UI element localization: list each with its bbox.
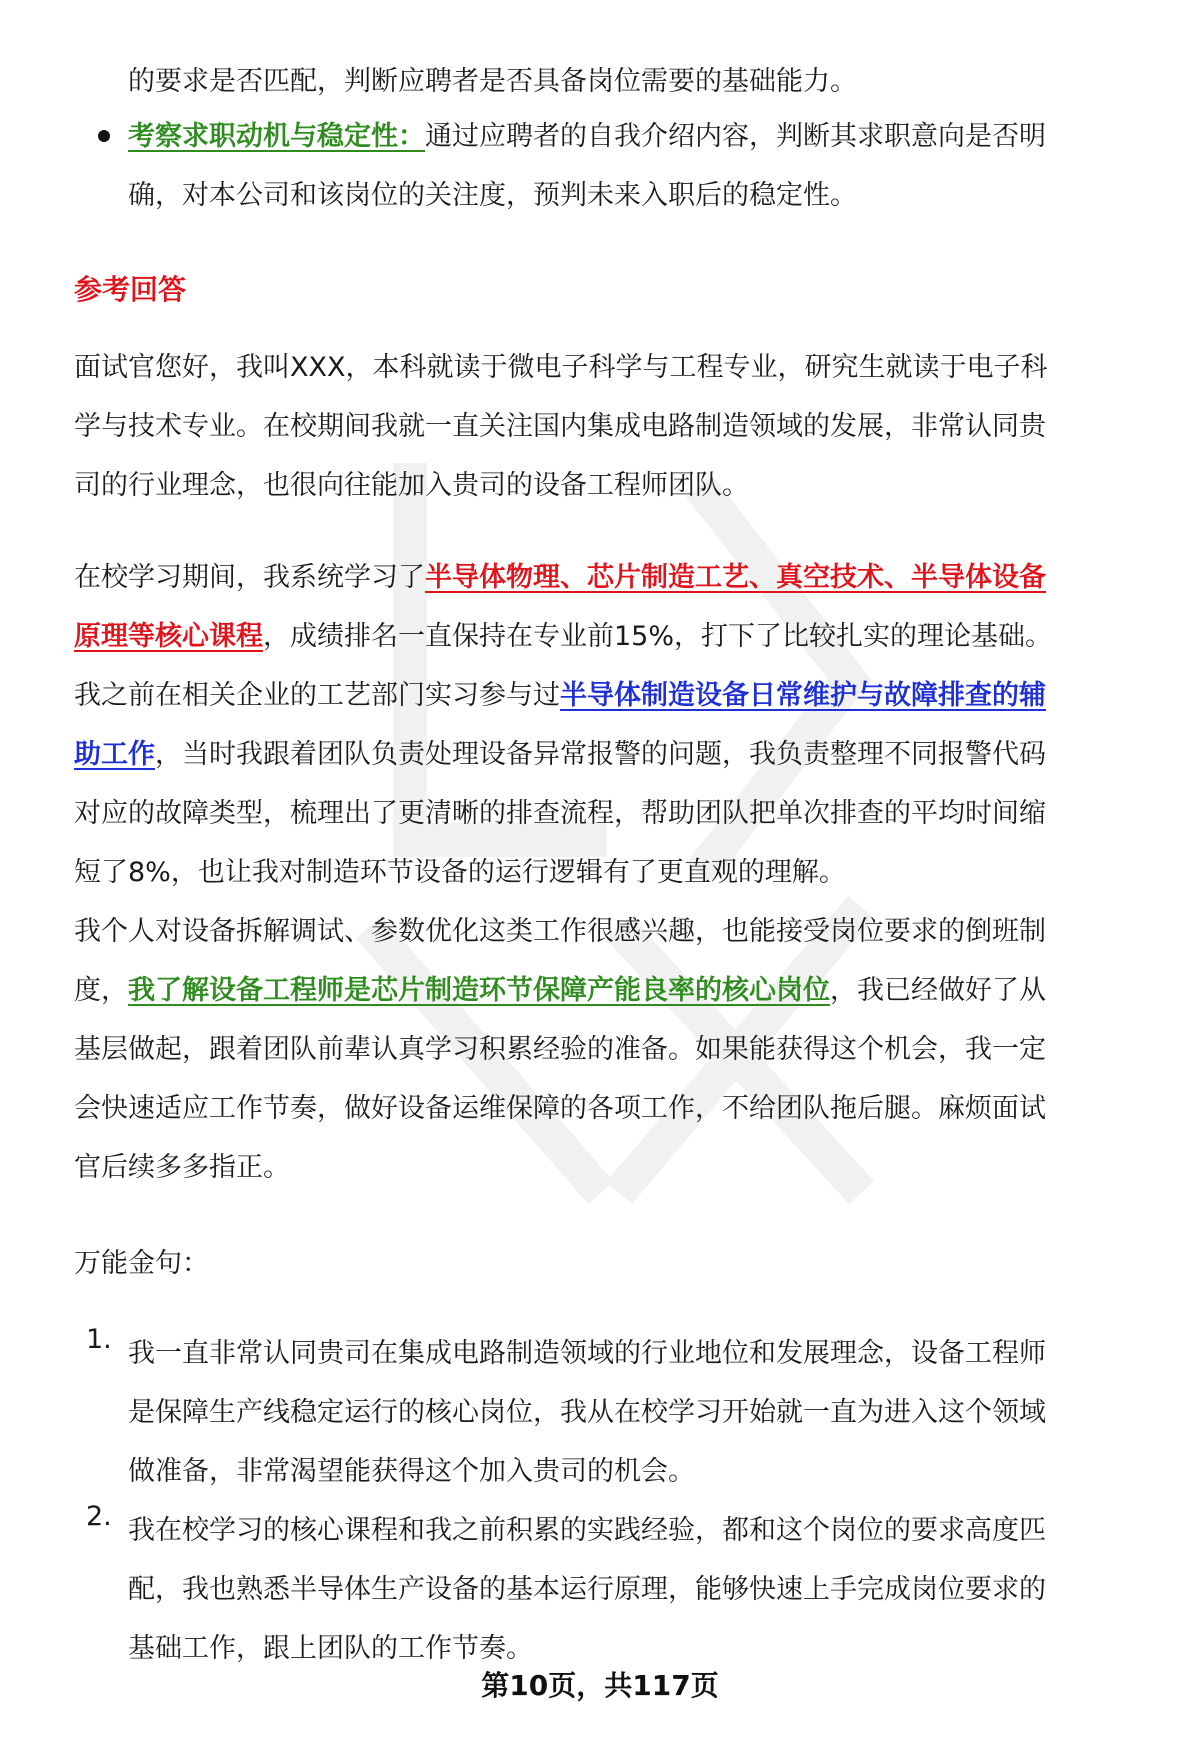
list-item-line: 是保障生产线稳定运行的核心岗位，我从在校学习开始就一直为进入这个领域 xyxy=(128,1397,1046,1428)
internship-highlight-cont: 助工作 xyxy=(74,739,155,770)
list-item xyxy=(74,1324,1144,1501)
role-highlight: 我了解设备工程师是芯片制造环节保障产能良率的核心岗位 xyxy=(128,975,830,1006)
bullet-label: 考察求职动机与稳定性： xyxy=(128,121,425,152)
para2-text: 度， xyxy=(74,975,128,1006)
golden-title-block xyxy=(74,1234,1144,1293)
section-title: 参考回答 xyxy=(74,273,187,306)
golden-title: 万能金句： xyxy=(74,1248,209,1279)
list-number: 2. xyxy=(86,1501,112,1532)
intro-tail xyxy=(74,52,1144,111)
paragraph-intro xyxy=(74,338,1144,515)
para2-line-4 xyxy=(74,725,1144,784)
para2-line-3 xyxy=(74,666,1144,725)
para1-line-1: 面试官您好，我叫XXX，本科就读于微电子科学与工程专业，研究生就读于电子科 xyxy=(74,352,1048,383)
list-item-line: 我在校学习的核心课程和我之前积累的实践经验，都和这个岗位的要求高度匹 xyxy=(128,1515,1046,1546)
para2-text: 我之前在相关企业的工艺部门实习参与过 xyxy=(74,680,560,711)
courses-highlight: 半导体物理、芯片制造工艺、真空技术、半导体设备 xyxy=(425,562,1046,593)
para2-line-5: 对应的故障类型，梳理出了更清晰的排查流程，帮助团队把单次排查的平均时间缩 xyxy=(74,798,1046,829)
intro-tail-line: 的要求是否匹配，判断应聘者是否具备岗位需要的基础能力。 xyxy=(128,66,857,97)
para2-line-8 xyxy=(74,961,1144,1020)
para2-text: 在校学习期间，我系统学习了 xyxy=(74,562,425,593)
para2-line-9: 基层做起，跟着团队前辈认真学习积累经验的准备。如果能获得这个机会，我一定 xyxy=(74,1034,1046,1065)
para1-line-2: 学与技术专业。在校期间我就一直关注国内集成电路制造领域的发展，非常认同贵 xyxy=(74,411,1046,442)
list-number: 1. xyxy=(86,1324,112,1355)
bullet-text-1: 通过应聘者的自我介绍内容，判断其求职意向是否明 xyxy=(425,121,1046,152)
list-item-line: 配，我也熟悉半导体生产设备的基本运行原理，能够快速上手完成岗位要求的 xyxy=(128,1574,1046,1605)
para2-text: ，我已经做好了从 xyxy=(830,975,1046,1006)
para2-text: ，成绩排名一直保持在专业前15%，打下了比较扎实的理论基础。 xyxy=(263,621,1053,652)
paragraph-experience xyxy=(74,548,1144,1197)
para2-line-2 xyxy=(74,607,1144,666)
list-item-line: 基础工作，跟上团队的工作节奏。 xyxy=(128,1633,533,1664)
list-item xyxy=(74,1501,1144,1678)
para1-line-3: 司的行业理念，也很向往能加入贵司的设备工程师团队。 xyxy=(74,470,749,501)
bullet-line-1 xyxy=(74,107,1144,166)
internship-highlight: 半导体制造设备日常维护与故障排查的辅 xyxy=(560,680,1046,711)
para2-text: ，当时我跟着团队负责处理设备异常报警的问题，我负责整理不同报警代码 xyxy=(155,739,1046,770)
list-item-line: 我一直非常认同贵司在集成电路制造领域的行业地位和发展理念，设备工程师 xyxy=(128,1338,1046,1369)
page-number: 第10页，共117页 xyxy=(481,1669,719,1702)
para2-line-11: 官后续多多指正。 xyxy=(74,1152,290,1183)
para2-line-7: 我个人对设备拆解调试、参数优化这类工作很感兴趣，也能接受岗位要求的倒班制 xyxy=(74,916,1046,947)
para2-line-1 xyxy=(74,548,1144,607)
courses-highlight-cont: 原理等核心课程 xyxy=(74,621,263,652)
para2-line-6: 短了8%，也让我对制造环节设备的运行逻辑有了更直观的理解。 xyxy=(74,857,846,888)
list-item-line: 做准备，非常渴望能获得这个加入贵司的机会。 xyxy=(128,1456,695,1487)
bullet-item xyxy=(74,107,1144,225)
para2-line-10: 会快速适应工作节奏，做好设备运维保障的各项工作，不给团队拖后腿。麻烦面试 xyxy=(74,1093,1046,1124)
bullet-line-2: 确，对本公司和该岗位的关注度，预判未来入职后的稳定性。 xyxy=(128,180,857,211)
